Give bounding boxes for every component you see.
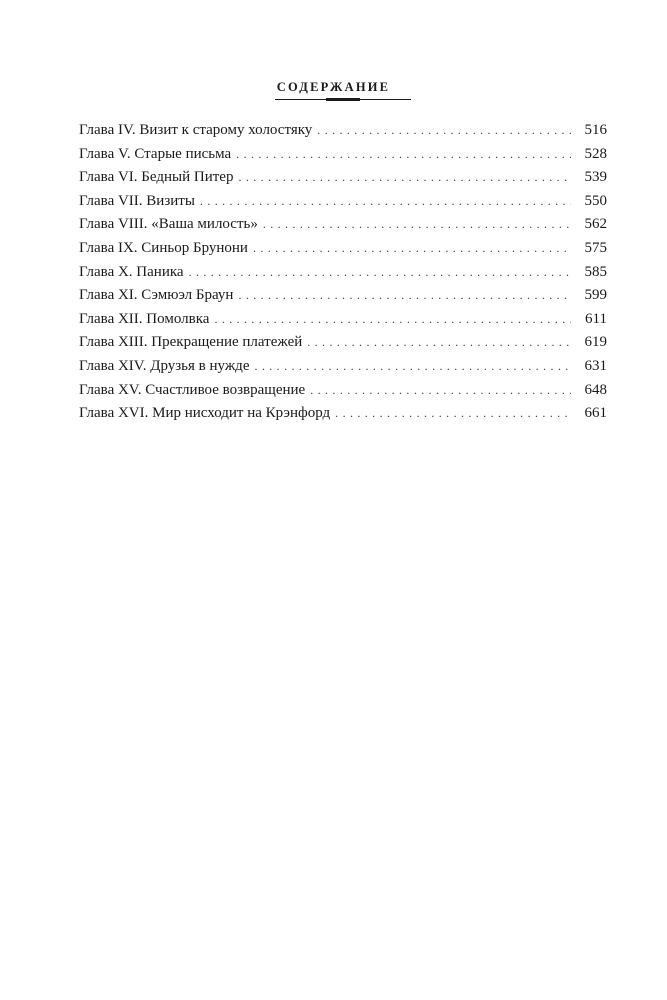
toc-dot-leader (236, 143, 571, 167)
toc-entry-title: Глава VII. Визиты (79, 192, 195, 209)
toc-entry-title: Глава XIII. Прекращение платежей (79, 334, 303, 351)
toc-entry-page: 575 (584, 239, 607, 256)
toc-entry[interactable] (79, 379, 607, 403)
toc-entry[interactable] (79, 166, 607, 190)
toc-entry[interactable] (79, 331, 607, 355)
toc-entry-title: Глава VIII. «Ваша милость» (79, 216, 258, 233)
toc-entry-page: 516 (584, 122, 607, 138)
toc-entry-page: 550 (584, 192, 607, 209)
running-header (0, 78, 667, 96)
page-title: СОДЕРЖАНИЕ (276, 80, 391, 94)
toc-dot-leader (200, 190, 571, 214)
toc-entry-title: Глава IX. Синьор Брунони (79, 239, 248, 256)
toc-dot-leader (238, 166, 571, 190)
toc-entry-title: Глава X. Паника (79, 263, 184, 280)
toc-entry-page: 539 (584, 169, 607, 186)
toc-entry-page: 648 (584, 381, 607, 398)
toc-entry-title: Глава VI. Бедный Питер (79, 169, 234, 186)
toc-entry-page: 562 (584, 216, 607, 233)
toc-dot-leader (335, 402, 571, 426)
toc-dot-leader (214, 308, 571, 332)
toc-dot-leader (254, 355, 571, 379)
toc-entry-page: 585 (584, 263, 607, 280)
toc-entry[interactable] (79, 143, 607, 167)
toc-dot-leader (238, 284, 571, 308)
toc-entry-page: 599 (584, 287, 607, 304)
toc-entry-title: Глава XVI. Мир нисходит на Крэнфорд (79, 405, 331, 422)
toc-entry-page: 619 (584, 334, 607, 351)
toc-dot-leader (317, 119, 571, 143)
toc-dot-leader (307, 331, 571, 355)
toc-entry-page: 631 (584, 357, 607, 374)
toc-entry-title: Глава XIV. Друзья в нужде (79, 357, 250, 374)
table-of-contents (79, 119, 607, 426)
toc-dot-leader (263, 213, 571, 237)
header-divider-accent (326, 98, 360, 101)
toc-entry[interactable] (79, 355, 607, 379)
toc-entry-page: 528 (584, 145, 607, 162)
toc-entry-title: Глава IV. Визит к старому холостяку (79, 122, 313, 138)
toc-entry[interactable] (79, 308, 607, 332)
toc-entry-title: Глава XV. Счастливое возвращение (79, 381, 306, 398)
toc-dot-leader (189, 261, 571, 285)
toc-entry[interactable] (79, 284, 607, 308)
toc-entry-page: 661 (584, 405, 607, 422)
toc-dot-leader (310, 379, 571, 403)
toc-entry[interactable] (79, 261, 607, 285)
toc-entry[interactable] (79, 402, 607, 426)
toc-entry-title: Глава XI. Сэмюэл Браун (79, 287, 234, 304)
toc-entry-page: 611 (585, 310, 607, 327)
toc-entry[interactable] (79, 119, 607, 143)
toc-entry[interactable] (79, 213, 607, 237)
toc-entry[interactable] (79, 190, 607, 214)
toc-entry-title: Глава XII. Помолвка (79, 310, 210, 327)
toc-entry-title: Глава V. Старые письма (79, 145, 232, 162)
toc-entry[interactable] (79, 237, 607, 261)
toc-dot-leader (253, 237, 571, 261)
